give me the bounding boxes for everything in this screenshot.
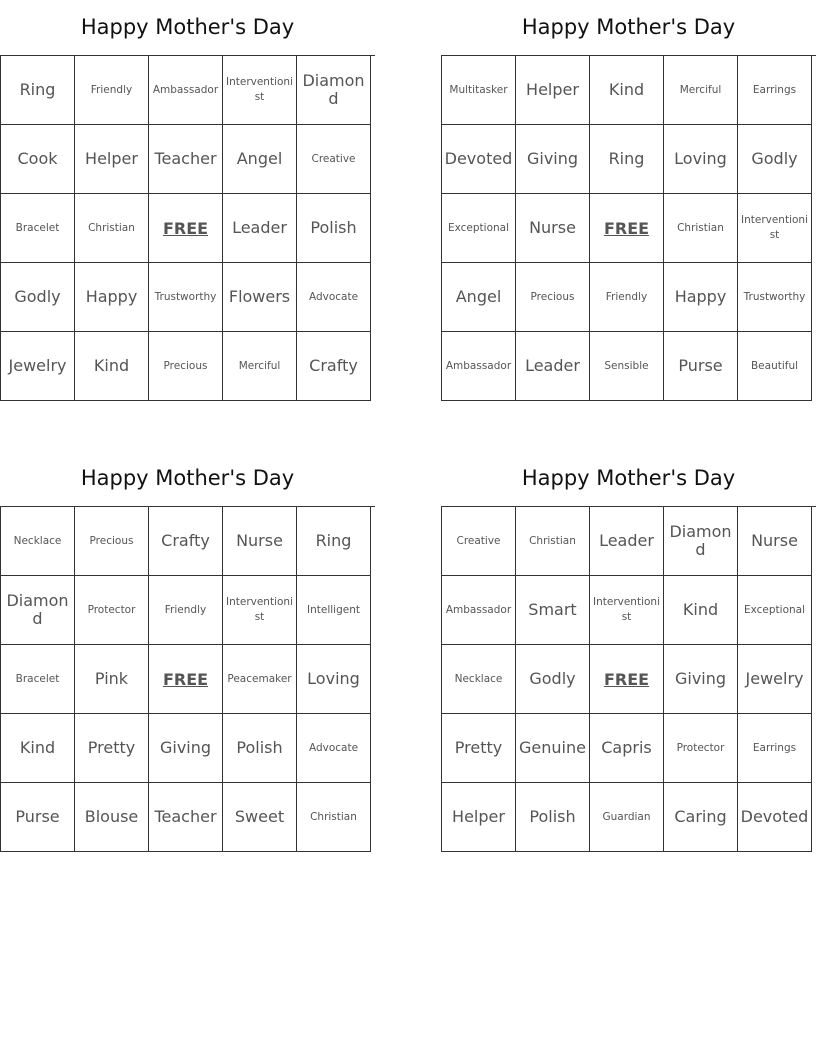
bingo-cell: Christian [297, 783, 371, 852]
bingo-cell: Ring [590, 125, 664, 194]
bingo-cell: Creative [297, 125, 371, 194]
bingo-cell: Interventionist [590, 576, 664, 645]
bingo-cell: Pretty [75, 714, 149, 783]
bingo-cell: Godly [516, 645, 590, 714]
bingo-cell: Jewelry [1, 332, 75, 401]
bingo-cell: Crafty [297, 332, 371, 401]
bingo-cell: Diamond [664, 507, 738, 576]
bingo-cell: Precious [75, 507, 149, 576]
bingo-cell: Pink [75, 645, 149, 714]
card-title: Happy Mother's Day [80, 15, 295, 39]
bingo-cell: Polish [297, 194, 371, 263]
bingo-cell: Nurse [516, 194, 590, 263]
bingo-cell: Christian [516, 507, 590, 576]
bingo-grid [0, 55, 375, 401]
bingo-cell: Ring [297, 507, 371, 576]
bingo-cell: Protector [664, 714, 738, 783]
bingo-card-3 [0, 451, 375, 852]
bingo-cell: Leader [223, 194, 297, 263]
bingo-cell: Cook [1, 125, 75, 194]
bingo-cell: Bracelet [1, 645, 75, 714]
bingo-cell: Kind [75, 332, 149, 401]
bingo-cell: Polish [223, 714, 297, 783]
bingo-cell: Interventionist [223, 576, 297, 645]
bingo-cell: Kind [590, 56, 664, 125]
bingo-cell: Loving [297, 645, 371, 714]
bingo-cell: Crafty [149, 507, 223, 576]
free-space-cell: FREE [590, 194, 664, 263]
bingo-card-1 [0, 0, 375, 401]
bingo-cell: Friendly [590, 263, 664, 332]
bingo-cell: Giving [516, 125, 590, 194]
bingo-cell: Teacher [149, 125, 223, 194]
bingo-cell: Helper [442, 783, 516, 852]
bingo-cell: Caring [664, 783, 738, 852]
bingo-cell: Intelligent [297, 576, 371, 645]
bingo-cell: Advocate [297, 714, 371, 783]
bingo-cell: Exceptional [738, 576, 812, 645]
bingo-cell: Happy [664, 263, 738, 332]
bingo-cell: Nurse [738, 507, 812, 576]
bingo-cell: Ambassador [442, 332, 516, 401]
bingo-cell: Devoted [738, 783, 812, 852]
bingo-cell: Sweet [223, 783, 297, 852]
bingo-cell: Merciful [223, 332, 297, 401]
card-title: Happy Mother's Day [521, 15, 736, 39]
bingo-cell: Diamond [297, 56, 371, 125]
bingo-cell: Earrings [738, 56, 812, 125]
bingo-cell: Purse [664, 332, 738, 401]
bingo-cell: Sensible [590, 332, 664, 401]
bingo-cell: Helper [75, 125, 149, 194]
bingo-cell: Creative [442, 507, 516, 576]
bingo-cell: Godly [1, 263, 75, 332]
bingo-cell: Angel [442, 263, 516, 332]
bingo-cell: Giving [664, 645, 738, 714]
bingo-cell: Interventionist [223, 56, 297, 125]
bingo-cell: Beautiful [738, 332, 812, 401]
bingo-cell: Purse [1, 783, 75, 852]
free-space-cell: FREE [590, 645, 664, 714]
bingo-cell: Pretty [442, 714, 516, 783]
bingo-cell: Nurse [223, 507, 297, 576]
bingo-cell: Genuine [516, 714, 590, 783]
free-space-cell: FREE [149, 645, 223, 714]
bingo-cell: Peacemaker [223, 645, 297, 714]
bingo-card-4 [441, 451, 816, 852]
bingo-grid [0, 506, 375, 852]
bingo-cell: Godly [738, 125, 812, 194]
bingo-cell: Earrings [738, 714, 812, 783]
bingo-cell: Blouse [75, 783, 149, 852]
bingo-cell: Trustworthy [149, 263, 223, 332]
bingo-cell: Protector [75, 576, 149, 645]
bingo-cell: Trustworthy [738, 263, 812, 332]
bingo-cell: Leader [590, 507, 664, 576]
bingo-cell: Advocate [297, 263, 371, 332]
bingo-cell: Merciful [664, 56, 738, 125]
bingo-cell: Diamond [1, 576, 75, 645]
bingo-cell: Precious [149, 332, 223, 401]
bingo-cell: Christian [75, 194, 149, 263]
bingo-cell: Smart [516, 576, 590, 645]
bingo-cell: Christian [664, 194, 738, 263]
bingo-cell: Angel [223, 125, 297, 194]
card-title: Happy Mother's Day [80, 466, 295, 490]
bingo-cell: Necklace [442, 645, 516, 714]
bingo-cell: Happy [75, 263, 149, 332]
bingo-cell: Exceptional [442, 194, 516, 263]
bingo-cell: Friendly [75, 56, 149, 125]
bingo-cell: Leader [516, 332, 590, 401]
bingo-cell: Interventionist [738, 194, 812, 263]
bingo-cell: Loving [664, 125, 738, 194]
bingo-cell: Capris [590, 714, 664, 783]
bingo-cell: Flowers [223, 263, 297, 332]
bingo-cell: Ambassador [442, 576, 516, 645]
bingo-cell: Ambassador [149, 56, 223, 125]
bingo-cell: Bracelet [1, 194, 75, 263]
card-title: Happy Mother's Day [521, 466, 736, 490]
bingo-cell: Kind [664, 576, 738, 645]
bingo-cell: Jewelry [738, 645, 812, 714]
bingo-cell: Ring [1, 56, 75, 125]
bingo-cell: Teacher [149, 783, 223, 852]
bingo-cell: Polish [516, 783, 590, 852]
bingo-cell: Precious [516, 263, 590, 332]
bingo-cell: Friendly [149, 576, 223, 645]
bingo-card-2 [441, 0, 816, 401]
bingo-cell: Helper [516, 56, 590, 125]
bingo-cell: Multitasker [442, 56, 516, 125]
free-space-cell: FREE [149, 194, 223, 263]
bingo-cell: Devoted [442, 125, 516, 194]
bingo-grid [441, 506, 816, 852]
bingo-cell: Guardian [590, 783, 664, 852]
bingo-cell: Kind [1, 714, 75, 783]
bingo-grid [441, 55, 816, 401]
bingo-cell: Necklace [1, 507, 75, 576]
bingo-cell: Giving [149, 714, 223, 783]
